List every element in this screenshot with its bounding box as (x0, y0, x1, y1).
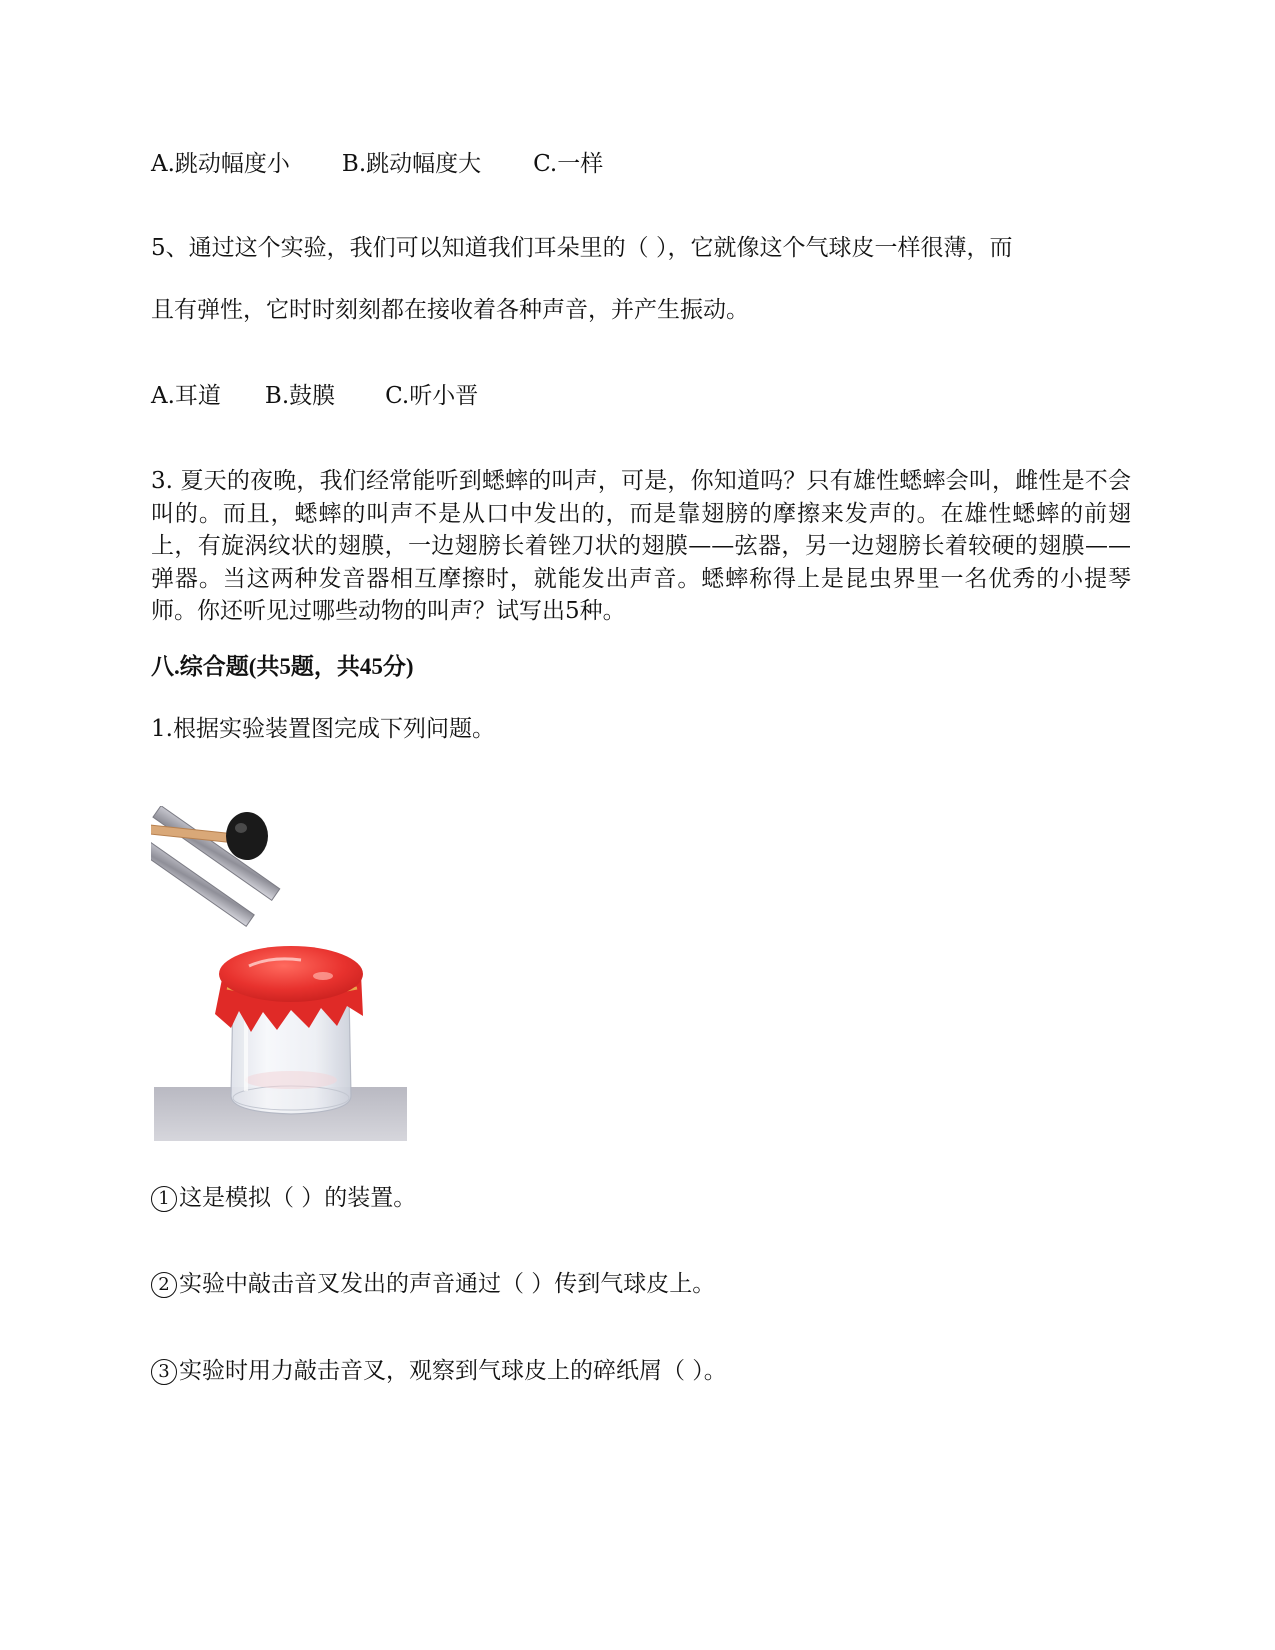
q5-options (151, 380, 530, 412)
balloon-membrane (219, 946, 363, 1002)
q1-sub-3-text: 实验时用力敲击音叉，观察到气球皮上的碎纸屑（ ）。 (179, 1358, 727, 1384)
q4-option-a: A.跳动幅度小 (151, 151, 290, 177)
circled-number-2: 2 (151, 1272, 177, 1298)
q1-sub-2-text: 实验中敲击音叉发出的声音通过（ ）传到气球皮上。 (179, 1271, 716, 1297)
circled-number-3: 3 (151, 1359, 177, 1385)
q4-option-c: C.一样 (533, 151, 604, 177)
q5-stem-line1: 5、通过这个实验，我们可以知道我们耳朵里的（ ），它就像这个气球皮一样很薄，而 (151, 235, 1013, 261)
q1-sub-2 (151, 1268, 715, 1300)
q5-option-c: C.听小晋 (385, 383, 479, 409)
q1-stem: 1.根据实验装置图完成下列问题。 (151, 716, 495, 742)
tuning-fork-jar-illustration (151, 806, 407, 1146)
q5-option-a: A.耳道 (151, 383, 221, 409)
q5-stem-line2: 且有弹性，它时时刻刻都在接收着各种声音，并产生振动。 (151, 297, 749, 323)
section-heading: 八.综合题(共5题，共45分) (151, 654, 414, 679)
mallet-head (226, 812, 268, 860)
q1-sub-1 (151, 1182, 416, 1214)
circled-number-1: 1 (151, 1186, 177, 1212)
q4-option-b: B.跳动幅度大 (341, 151, 482, 177)
q1-sub-3 (151, 1355, 727, 1387)
q3-paragraph: 3. 夏天的夜晚，我们经常能听到蟋蟀的叫声，可是，你知道吗？只有雄性蟋蟀会叫，雌性是不会叫的。而且，蟋蟀的叫声不是从口中发出的，而是靠翅膀的摩擦来发声的。在雄性蟋蟀的前翅上，有旋涡纹状的翅膜，一边翅膀长着锉刀状的翅膜——弦器，另一边翅膀长着较硬的翅膜——弹器。当这两种发音器相互摩擦时，就能发出声音。蟋蟀称得上是昆虫界里一名优秀的小提琴师。你还听见过哪些动物的叫声？试写出5种。 (151, 468, 1131, 624)
q5-option-b: B.鼓膜 (264, 383, 336, 409)
q4-options (151, 148, 655, 180)
experiment-figure (151, 806, 407, 1146)
q1-sub-1-text: 这是模拟（ ）的装置。 (179, 1185, 417, 1211)
